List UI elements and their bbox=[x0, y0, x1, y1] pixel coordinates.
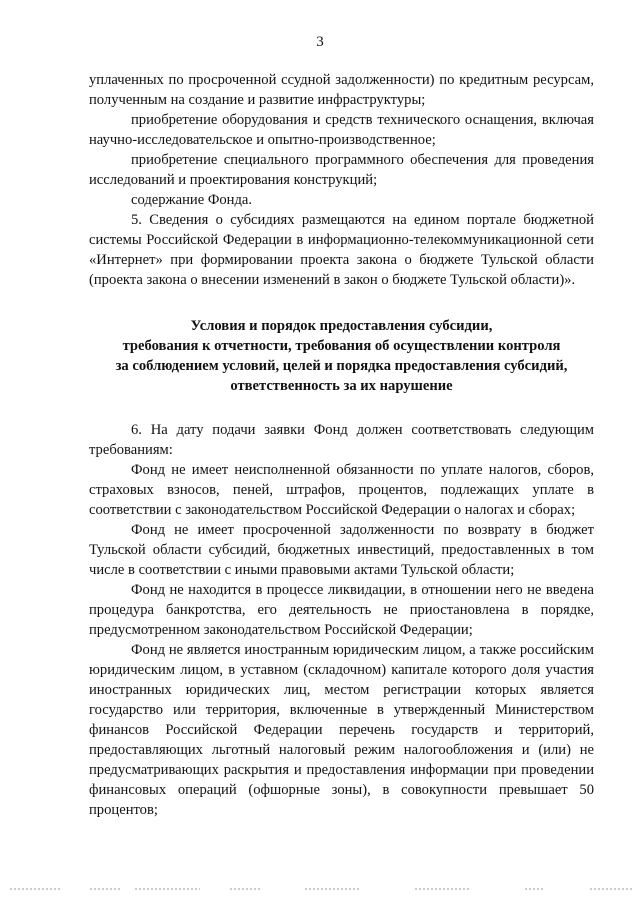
paragraph: 5. Сведения о субсидиях размещаются на едином портале бюджетной системы Российской Федерации в информационно-телекоммуникационной сети «Интернет» при формировании проекта закона о бюджете Тульской области (проекта закона о внесении изменений в закон о бюджете Тульской области)». bbox=[89, 212, 594, 288]
heading-line: Условия и порядок предоставления субсидии, bbox=[190, 318, 493, 334]
paragraph: Фонд не имеет неисполненной обязанности по уплате налогов, сборов, страховых взносов, пеней, штрафов, процентов, подлежащих уплате в соответствии с законодательством Российской Федерации о налогах и сборах; bbox=[89, 462, 594, 518]
paragraph: Фонд не имеет просроченной задолженности по возврату в бюджет Тульской области субсидий, бюджетных инвестиций, предоставленных в том числе в соответствии с иными правовыми актами Тульской области; bbox=[89, 522, 594, 578]
section-heading bbox=[89, 316, 594, 396]
paragraph: приобретение оборудования и средств технического оснащения, включая научно-исследовательское и опытно-производственное; bbox=[89, 112, 594, 148]
paragraph: приобретение специального программного обеспечения для проведения исследований и проектирования конструкций; bbox=[89, 152, 594, 188]
document-body bbox=[89, 70, 594, 820]
paragraph: Фонд не является иностранным юридическим лицом, а также российским юридическим лицом, в уставном (складочном) капитале которого доля участия иностранных юридических лиц, местом регистрации которых является государство или территория, включенные в утвержденный Министерством финансов Российской Федерации перечень государств и территорий, предоставляющих льготный налоговый режим налогообложения и (или) не предусматривающих раскрытия и предоставления информации при проведении финансовых операций (офшорные зоны), в совокупности превышает 50 процентов; bbox=[89, 642, 594, 818]
page-number: 3 bbox=[316, 34, 324, 50]
heading-line: за соблюдением условий, целей и порядка предоставления субсидий, bbox=[115, 358, 568, 374]
paragraph: содержание Фонда. bbox=[131, 192, 253, 208]
paragraph: Фонд не находится в процессе ликвидации, в отношении него не введена процедура банкротства, его деятельность не приостановлена в порядке, предусмотренном законодательством Российской Федерации; bbox=[89, 582, 594, 638]
heading-line: ответственность за их нарушение bbox=[230, 378, 453, 394]
paragraph: 6. На дату подачи заявки Фонд должен соответствовать следующим требованиям: bbox=[89, 422, 594, 458]
heading-line: требования к отчетности, требования об осуществлении контроля bbox=[122, 338, 561, 354]
paragraph: уплаченных по просроченной ссудной задолженности) по кредитным ресурсам, полученным на создание и развитие инфраструктуры; bbox=[89, 72, 594, 108]
scan-artifact bbox=[0, 886, 640, 892]
